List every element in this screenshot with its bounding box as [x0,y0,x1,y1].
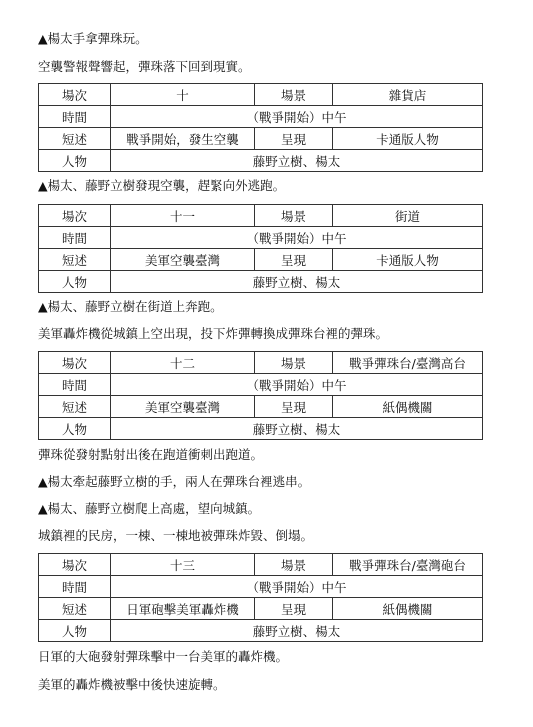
venue-value: 街道 [333,205,483,227]
table-row [39,150,483,172]
summary-label: 短述 [39,249,111,271]
venue-value: 雜貨店 [333,84,483,106]
summary-value: 美軍空襲臺灣 [111,396,255,418]
presentation-value: 卡通版人物 [333,249,483,271]
time-label: 時間 [39,227,111,249]
paragraph-action: ▲楊太手拿彈珠玩。 [38,31,148,46]
characters-label: 人物 [39,271,111,293]
presentation-label: 呈現 [255,249,333,271]
table-row [39,396,483,418]
scene-number: 十一 [111,205,255,227]
time-value: （戰爭開始）中午 [111,106,483,128]
scene-table-10 [38,83,483,172]
table-row [39,84,483,106]
table-row [39,374,483,396]
summary-value: 美軍空襲臺灣 [111,249,255,271]
table-row [39,271,483,293]
characters-value: 藤野立樹、楊太 [111,150,483,172]
paragraph-action: ▲楊太、藤野立樹在街道上奔跑。 [38,299,223,314]
summary-value: 戰爭開始，發生空襲 [111,128,255,150]
time-label: 時間 [39,106,111,128]
characters-label: 人物 [39,150,111,172]
paragraph-action: ▲楊太、藤野立樹發現空襲，趕緊向外逃跑。 [38,178,286,193]
table-row [39,576,483,598]
characters-value: 藤野立樹、楊太 [111,418,483,440]
venue-label: 場景 [255,352,333,374]
time-label: 時間 [39,374,111,396]
table-row [39,227,483,249]
scene-table-13 [38,553,483,642]
presentation-label: 呈現 [255,396,333,418]
table-row [39,598,483,620]
summary-label: 短述 [39,598,111,620]
scene-number: 十三 [111,554,255,576]
table-row [39,128,483,150]
scene-number: 十 [111,84,255,106]
presentation-label: 呈現 [255,598,333,620]
scene-label: 場次 [39,84,111,106]
scene-number: 十二 [111,352,255,374]
venue-value: 戰爭彈珠台/臺灣砲台 [333,554,483,576]
table-row [39,554,483,576]
time-value: （戰爭開始）中午 [111,227,483,249]
presentation-label: 呈現 [255,128,333,150]
paragraph-narration: 彈珠從發射點射出後在跑道衝刺出跑道。 [38,447,264,462]
paragraph-narration: 城鎮裡的民房，一棟、一棟地被彈珠炸毀、倒塌。 [38,528,314,543]
scene-table-12 [38,351,483,440]
time-value: （戰爭開始）中午 [111,576,483,598]
presentation-value: 卡通版人物 [333,128,483,150]
scene-table-11 [38,204,483,293]
characters-label: 人物 [39,418,111,440]
table-row [39,249,483,271]
summary-value: 日軍砲擊美軍轟炸機 [111,598,255,620]
summary-label: 短述 [39,396,111,418]
table-row [39,106,483,128]
venue-label: 場景 [255,554,333,576]
scene-label: 場次 [39,352,111,374]
paragraph-narration: 日軍的大砲發射彈珠擊中一台美軍的轟炸機。 [38,649,289,664]
venue-label: 場景 [255,205,333,227]
table-row [39,205,483,227]
scene-label: 場次 [39,205,111,227]
paragraph-narration: 空襲警報聲響起，彈珠落下回到現實。 [38,59,251,74]
time-value: （戰爭開始）中午 [111,374,483,396]
presentation-value: 紙偶機關 [333,396,483,418]
table-row [39,352,483,374]
table-row [39,620,483,642]
time-label: 時間 [39,576,111,598]
table-row [39,418,483,440]
venue-value: 戰爭彈珠台/臺灣高台 [333,352,483,374]
characters-value: 藤野立樹、楊太 [111,271,483,293]
paragraph-narration: 美軍的轟炸機被擊中後快速旋轉。 [38,677,226,692]
presentation-value: 紙偶機關 [333,598,483,620]
scene-label: 場次 [39,554,111,576]
characters-label: 人物 [39,620,111,642]
paragraph-action: ▲楊太、藤野立樹爬上高處，望向城鎮。 [38,501,261,516]
characters-value: 藤野立樹、楊太 [111,620,483,642]
paragraph-action: ▲楊太牽起藤野立樹的手，兩人在彈珠台裡逃串。 [38,474,311,489]
venue-label: 場景 [255,84,333,106]
paragraph-narration: 美軍轟炸機從城鎮上空出現，投下炸彈轉換成彈珠台裡的彈珠。 [38,326,389,341]
summary-label: 短述 [39,128,111,150]
